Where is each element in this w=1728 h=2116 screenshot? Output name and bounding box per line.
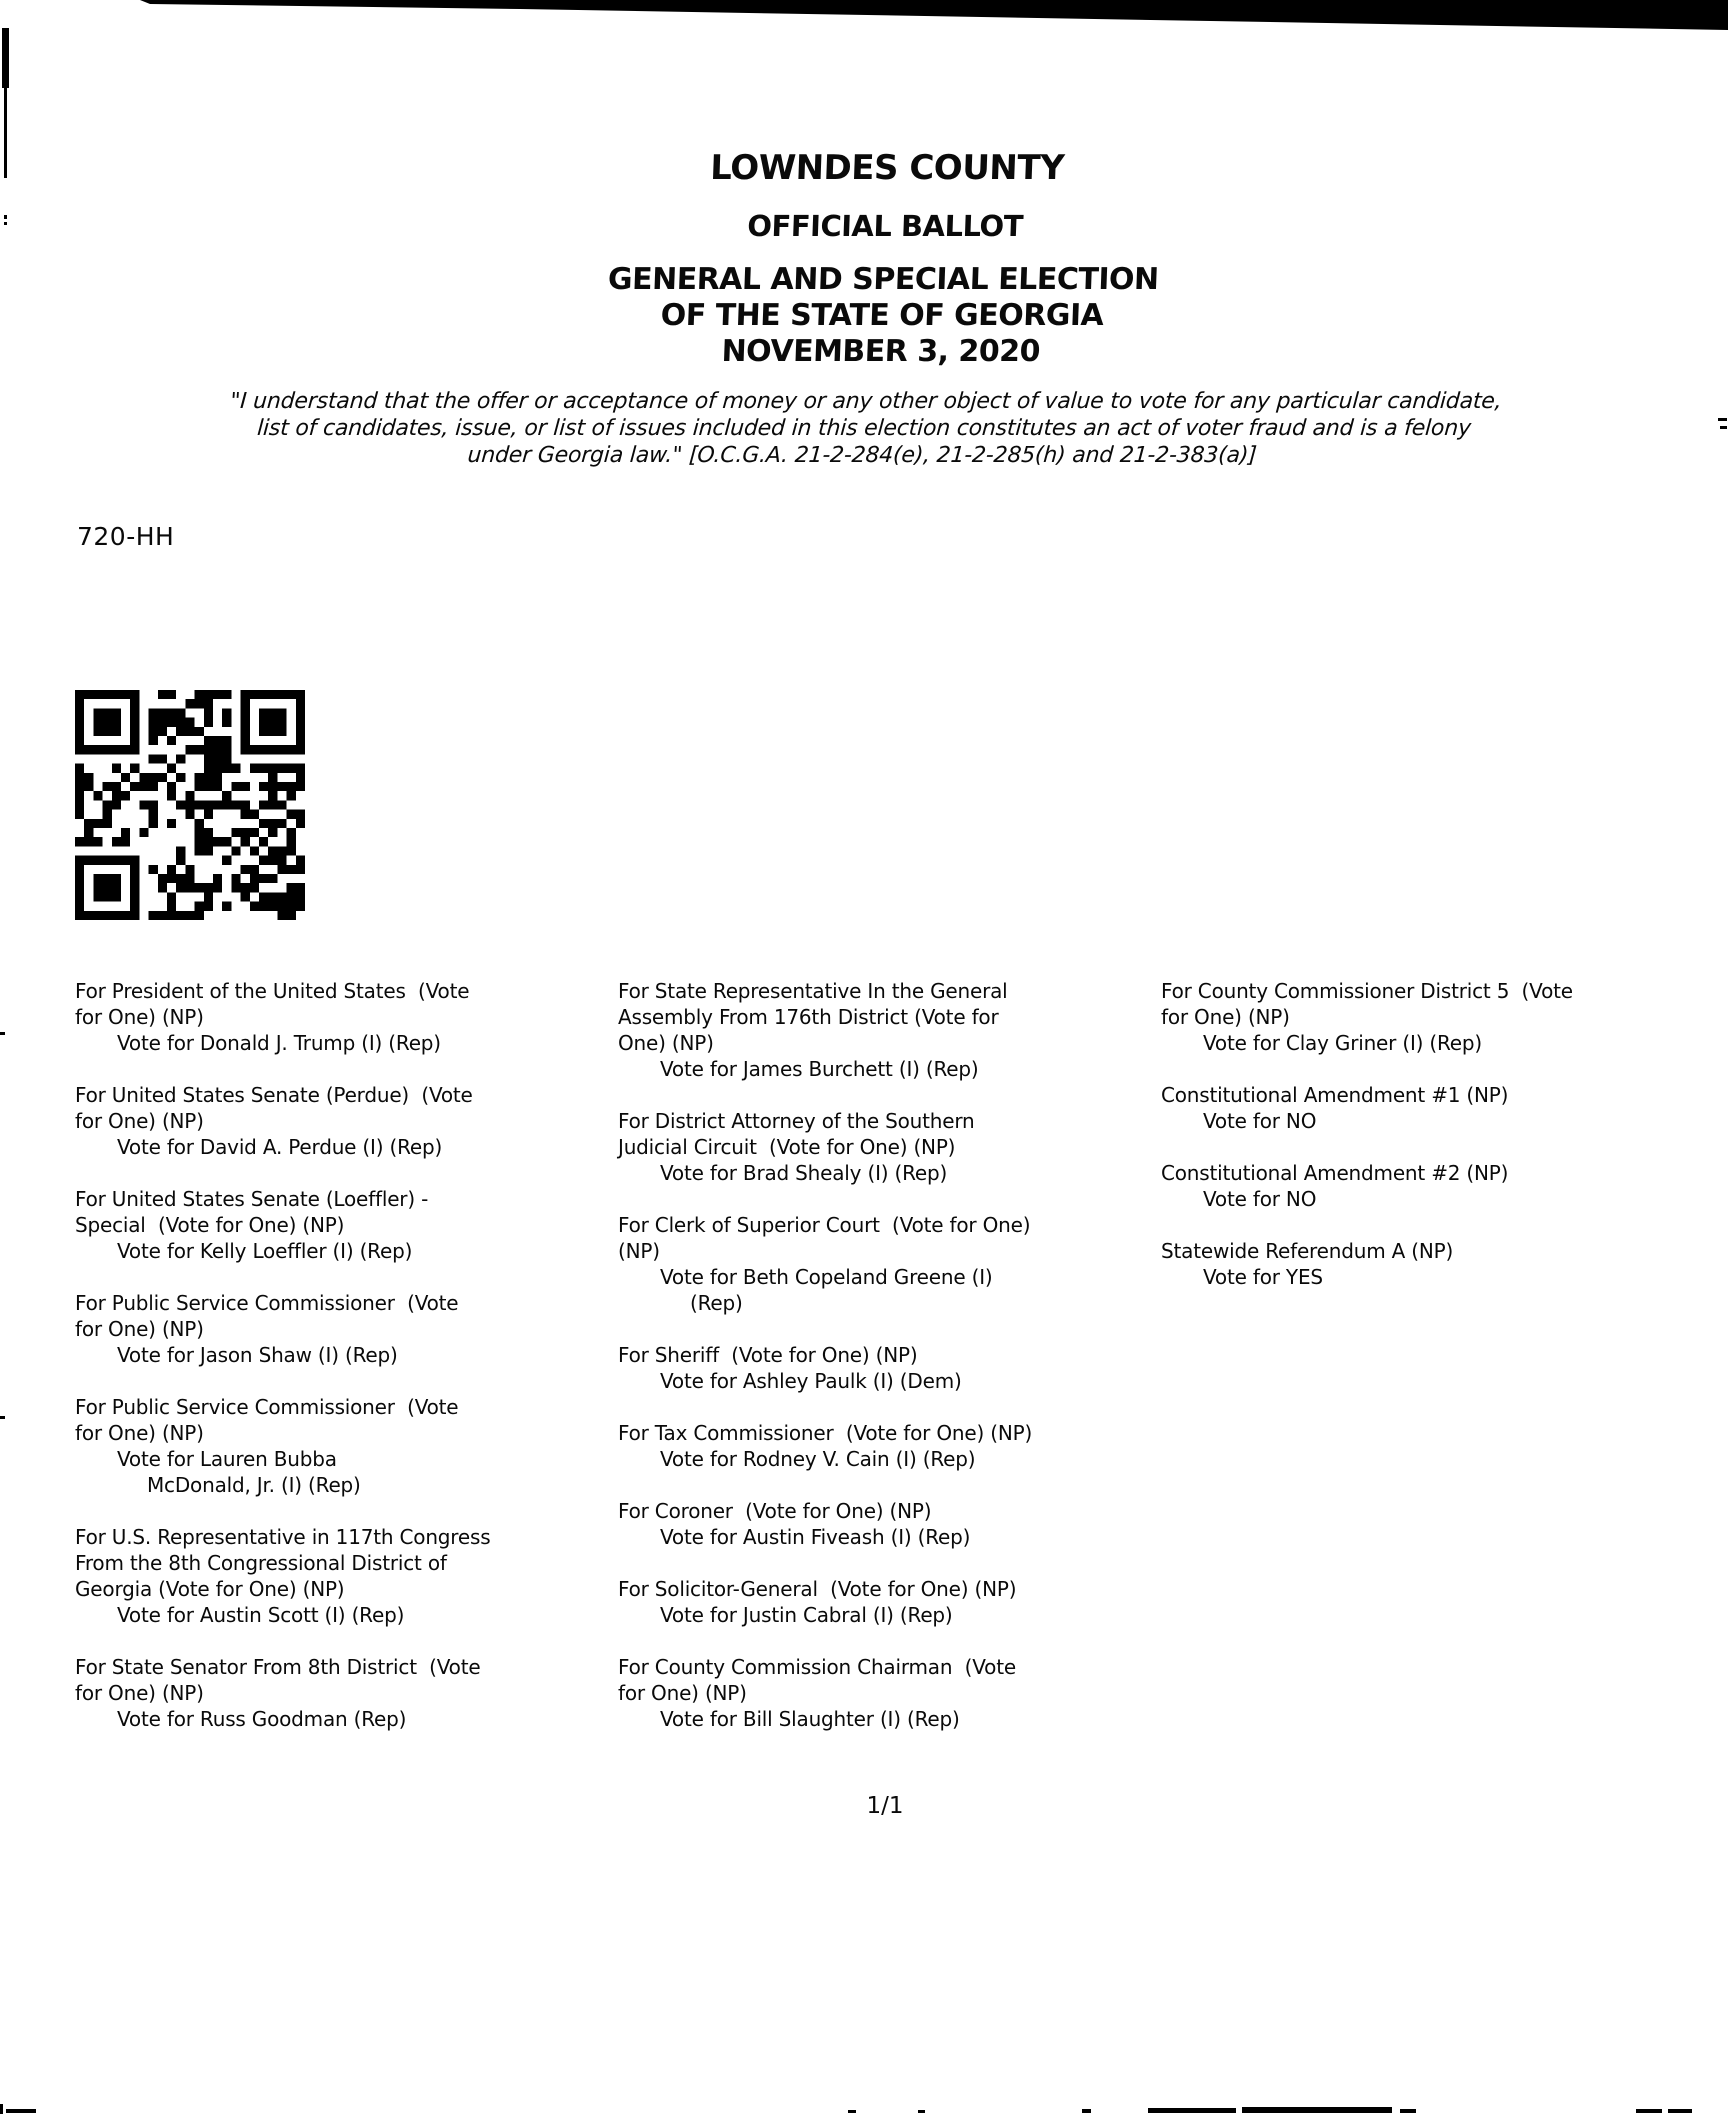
ballot-header <box>36 148 1728 370</box>
contests-column-2 <box>618 978 1158 1758</box>
scan-artifact <box>4 222 7 225</box>
scan-artifact <box>1668 2109 1692 2113</box>
vote-selection-line: Vote for YES <box>1203 1265 1323 1289</box>
contest-title-line: For County Commissioner District 5 (Vote <box>1161 979 1573 1003</box>
contest-title-line: for One) (NP) <box>618 1681 747 1705</box>
contest-title-line: For Public Service Commissioner (Vote <box>75 1395 459 1419</box>
contest-title-line: For Clerk of Superior Court (Vote for One) <box>618 1213 1031 1237</box>
scan-artifact <box>1082 2109 1091 2113</box>
contest-title-line: Georgia (Vote for One) (NP) <box>75 1577 345 1601</box>
election-title-line1: GENERAL AND SPECIAL ELECTION <box>607 262 1160 297</box>
contest-section <box>618 1420 1158 1472</box>
vote-selection-line: Vote for David A. Perdue (I) (Rep) <box>117 1135 443 1159</box>
vote-selection-line: Vote for Austin Fiveash (I) (Rep) <box>660 1525 971 1549</box>
scan-edge-artifact-top <box>0 0 1728 32</box>
contest-title-line: for One) (NP) <box>1161 1005 1290 1029</box>
vote-selection-line: Vote for Ashley Paulk (I) (Dem) <box>660 1369 962 1393</box>
contest-section <box>1161 1238 1728 1290</box>
contest-title-line: for One) (NP) <box>75 1317 204 1341</box>
contest-title-line: For State Representative In the General <box>618 979 1008 1003</box>
contest-title-line: For United States Senate (Loeffler) - <box>75 1187 429 1211</box>
contest-section <box>1161 1160 1728 1212</box>
vote-selection-line: Vote for Lauren Bubba <box>117 1447 337 1471</box>
contest-section <box>75 1082 615 1160</box>
disclaimer-line: "I understand that the offer or acceptance of money or any other object of value to vote for any particular candidate, <box>229 389 1503 414</box>
scan-artifact <box>0 2104 3 2114</box>
qr-code-icon <box>75 690 305 920</box>
contest-section <box>1161 978 1728 1056</box>
ballot-title: OFFICIAL BALLOT <box>746 209 1024 243</box>
contest-title-line: Judicial Circuit (Vote for One) (NP) <box>618 1135 956 1159</box>
contest-title-line: For Solicitor-General (Vote for One) (NP) <box>618 1577 1017 1601</box>
vote-selection-line: Vote for Justin Cabral (I) (Rep) <box>660 1603 953 1627</box>
vote-selection-line: Vote for Jason Shaw (I) (Rep) <box>117 1343 398 1367</box>
contest-section <box>75 1290 615 1368</box>
scan-artifact <box>4 88 7 178</box>
contest-section <box>75 1394 615 1498</box>
contest-title-line: For Public Service Commissioner (Vote <box>75 1291 459 1315</box>
scan-artifact <box>2 28 9 88</box>
contest-title-line: For United States Senate (Perdue) (Vote <box>75 1083 473 1107</box>
disclaimer-line: list of candidates, issue, or list of issues included in this election constitutes an act of voter fraud and is a felony <box>256 416 1472 441</box>
contests-column-1 <box>75 978 615 1758</box>
precinct-code: 720-HH <box>77 522 175 551</box>
contest-title-line: For State Senator From 8th District (Vote <box>75 1655 481 1679</box>
scan-artifact <box>4 215 7 219</box>
vote-selection-line: Vote for James Burchett (I) (Rep) <box>660 1057 979 1081</box>
contest-section <box>75 1654 615 1732</box>
contest-title-line: Assembly From 176th District (Vote for <box>618 1005 999 1029</box>
scan-artifact <box>1636 2109 1662 2113</box>
vote-selection-line: Vote for NO <box>1203 1109 1317 1133</box>
contest-title-line: For County Commission Chairman (Vote <box>618 1655 1016 1679</box>
scan-artifact <box>1718 418 1727 421</box>
vote-selection-line: Vote for Clay Griner (I) (Rep) <box>1203 1031 1483 1055</box>
contests-column-3 <box>1161 978 1728 1316</box>
contest-section <box>618 978 1158 1082</box>
contest-title-line: for One) (NP) <box>75 1109 204 1133</box>
contest-section <box>618 1342 1158 1394</box>
contest-title-line: For President of the United States (Vote <box>75 979 470 1003</box>
contest-section <box>618 1576 1158 1628</box>
contest-section <box>75 978 615 1056</box>
vote-selection-line: Vote for Brad Shealy (I) (Rep) <box>660 1161 948 1185</box>
voter-fraud-disclaimer <box>41 388 1687 469</box>
election-title-line2: OF THE STATE OF GEORGIA <box>660 298 1104 333</box>
contest-section <box>618 1212 1158 1316</box>
contest-title-line: One) (NP) <box>618 1031 714 1055</box>
contest-title-line: for One) (NP) <box>75 1005 204 1029</box>
scan-artifact <box>1148 2108 1236 2113</box>
vote-selection-line: Vote for NO <box>1203 1187 1317 1211</box>
vote-selection-line: Vote for Bill Slaughter (I) (Rep) <box>660 1707 960 1731</box>
scan-artifact <box>1242 2107 1392 2113</box>
page-number: 1/1 <box>866 1793 904 1819</box>
election-date: NOVEMBER 3, 2020 <box>720 334 1041 369</box>
scan-artifact <box>1720 426 1727 429</box>
vote-selection-line: Vote for Rodney V. Cain (I) (Rep) <box>660 1447 976 1471</box>
vote-selection-line: (Rep) <box>690 1291 743 1315</box>
contest-title-line: for One) (NP) <box>75 1421 204 1445</box>
scan-artifact <box>918 2110 925 2113</box>
scan-artifact <box>1400 2109 1416 2113</box>
contest-title-line: Statewide Referendum A (NP) <box>1161 1239 1454 1263</box>
contest-section <box>618 1108 1158 1186</box>
vote-selection-line: Vote for Russ Goodman (Rep) <box>117 1707 407 1731</box>
scan-artifact <box>848 2110 856 2113</box>
contest-title-line: For District Attorney of the Southern <box>618 1109 975 1133</box>
county-title: LOWNDES COUNTY <box>709 148 1065 188</box>
contest-title-line: Special (Vote for One) (NP) <box>75 1213 345 1237</box>
scan-artifact <box>0 1416 5 1419</box>
vote-selection-line: McDonald, Jr. (I) (Rep) <box>147 1473 361 1497</box>
vote-selection-line: Vote for Kelly Loeffler (I) (Rep) <box>117 1239 413 1263</box>
contest-title-line: for One) (NP) <box>75 1681 204 1705</box>
contest-title-line: (NP) <box>618 1239 660 1263</box>
contest-title-line: For Sheriff (Vote for One) (NP) <box>618 1343 918 1367</box>
contest-section <box>618 1654 1158 1732</box>
contest-title-line: From the 8th Congressional District of <box>75 1551 447 1575</box>
contest-section <box>618 1498 1158 1550</box>
contest-title-line: Constitutional Amendment #2 (NP) <box>1161 1161 1509 1185</box>
vote-selection-line: Vote for Austin Scott (I) (Rep) <box>117 1603 405 1627</box>
contest-section <box>1161 1082 1728 1134</box>
scan-artifact <box>0 1032 5 1035</box>
contest-title-line: For Tax Commissioner (Vote for One) (NP) <box>618 1421 1033 1445</box>
contest-title-line: Constitutional Amendment #1 (NP) <box>1161 1083 1509 1107</box>
contest-title-line: For U.S. Representative in 117th Congress <box>75 1525 491 1549</box>
disclaimer-line: under Georgia law." [O.C.G.A. 21-2-284(e), 21-2-285(h) and 21-2-383(a)] <box>466 443 1258 468</box>
scan-artifact <box>6 2109 36 2113</box>
contest-title-line: For Coroner (Vote for One) (NP) <box>618 1499 932 1523</box>
vote-selection-line: Vote for Donald J. Trump (I) (Rep) <box>117 1031 441 1055</box>
vote-selection-line: Vote for Beth Copeland Greene (I) <box>660 1265 993 1289</box>
contest-section <box>75 1524 615 1628</box>
contest-section <box>75 1186 615 1264</box>
